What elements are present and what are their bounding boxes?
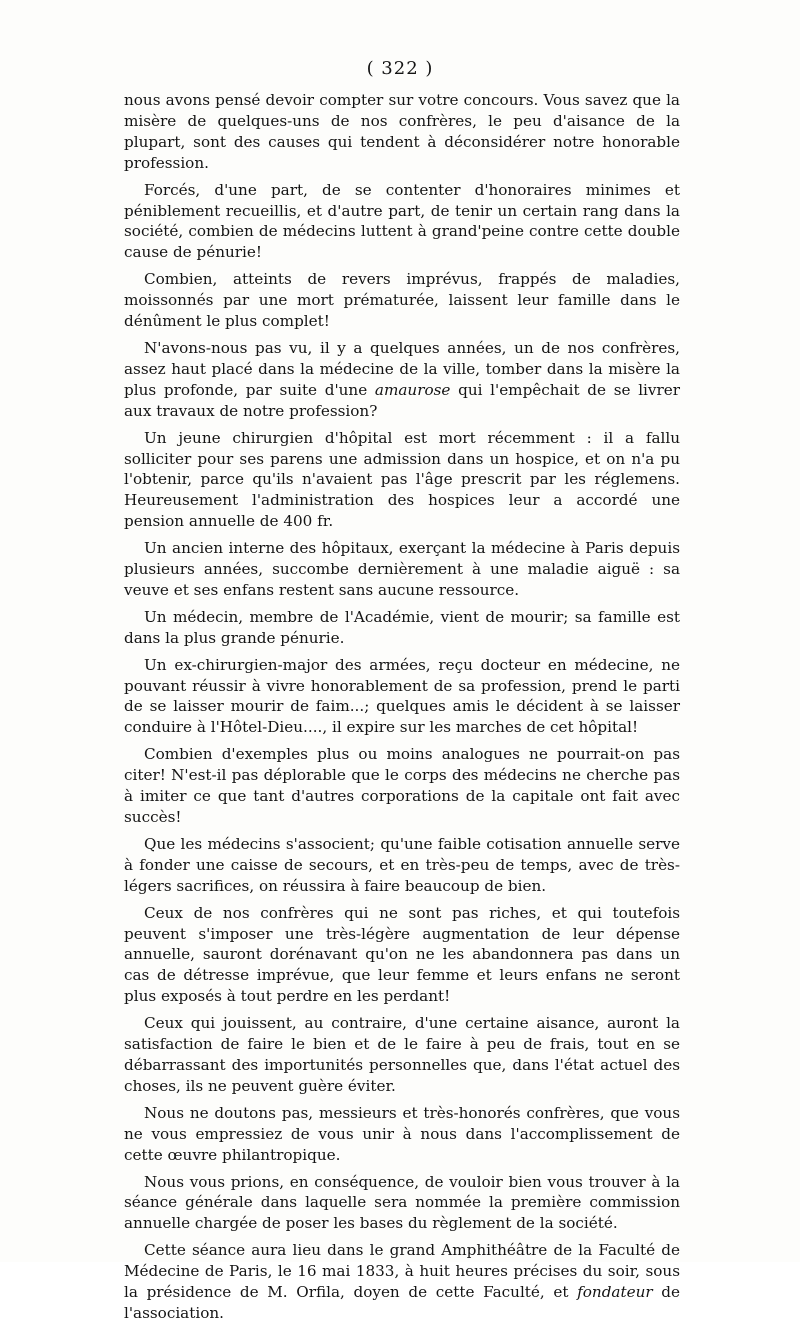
- paragraph: Un jeune chirurgien d'hôpital est mort récemment : il a fallu solliciter pour ses parens une admission dans un hospice, et on n'a pu l'obtenir, parce qu'ils n'avaient pas l'âge prescrit par les réglemens. Heureusement l'administration des hospices leur a accordé une pension annuelle de 400 fr.: [124, 428, 680, 531]
- italic-term: fondateur: [577, 1283, 653, 1302]
- paragraph: Un ancien interne des hôpitaux, exerçant la médecine à Paris depuis plusieurs années, succombe dernièrement à une maladie aiguë : sa veuve et ses enfans restent sans aucune ressource.: [124, 539, 680, 599]
- paragraph: Ceux qui jouissent, au contraire, d'une certaine aisance, auront la satisfaction de faire le bien et de le faire à peu de frais, tout en se débarrassant des importunités personnelles que, dans l'état actuel des choses, ils ne peuvent guère éviter.: [124, 1014, 680, 1095]
- page-number: ( 322 ): [366, 58, 434, 79]
- paragraph: Combien d'exemples plus ou moins analogues ne pourrait-on pas citer! N'est-il pas déplorable que le corps des médecins ne cherche pas à imiter ce que tant d'autres corporations de la capitale ont fait avec succès!: [124, 745, 680, 826]
- paragraph: Un médecin, membre de l'Académie, vient de mourir; sa famille est dans la plus grande pénurie.: [124, 607, 680, 647]
- paragraph: Nous vous prions, en conséquence, de vouloir bien vous trouver à la séance générale dans laquelle sera nommée la première commission annuelle chargée de poser les bases du règlement de la société.: [124, 1172, 680, 1233]
- paragraph: Un ex-chirurgien-major des armées, reçu docteur en médecine, ne pouvant réussir à vivre honorablement de sa profession, prend le parti de se laisser mourir de faim...; quelques amis le décident à se laisser conduire à l'Hôtel-Dieu...., il expire sur les marches de cet hôpital!: [124, 655, 680, 737]
- paragraph: N'avons-nous pas vu, il y a quelques années, un de nos confrères, assez haut placé dans la médecine de la ville, tomber dans la misère la plus profonde, par suite d'une amaurose qui l'empêchait de se livrer aux travaux de notre profession?: [124, 338, 681, 420]
- paragraph: Ceux de nos confrères qui ne sont pas riches, et qui toutefois peuvent s'imposer une très-légère augmentation de leur dépense annuelle, sauront dorénavant qu'on ne les abandonnera pas dans un cas de détresse imprévue, que leur femme et leurs enfans ne seront plus exposés à tout perdre en les perdant!: [124, 903, 680, 1006]
- italic-term: amaurose: [374, 380, 451, 399]
- paragraph: nous avons pensé devoir compter sur votre concours. Vous savez que la misère de quelques-uns de nos confrères, le peu d'aisance de la plupart, sont des causes qui tendent à déconsidérer notre honorable profession.: [124, 91, 680, 172]
- paragraph: Que les médecins s'associent; qu'une faible cotisation annuelle serve à fonder une caisse de secours, et en très-peu de temps, avec de très-légers sacrifices, on réussira à faire beaucoup de bien.: [124, 834, 680, 895]
- paragraph: Forcés, d'une part, de se contenter d'honoraires minimes et péniblement recueillis, et d'autre part, de tenir un certain rang dans la société, combien de médecins luttent à grand'peine contre cette double cause de pénurie!: [124, 180, 680, 262]
- paragraph: Combien, atteints de revers imprévus, frappés de maladies, moissonnés par une mort prématurée, laissent leur famille dans le dénûment le plus complet!: [124, 270, 680, 331]
- paragraph: Cette séance aura lieu dans le grand Amphithéâtre de la Faculté de Médecine de Paris, le 16 mai 1833, à huit heures précises du soir, sous la présidence de M. Orfila, doyen de cette Faculté, et fondateur de l'association.: [124, 1241, 680, 1322]
- body-text: [124, 90, 680, 1330]
- paragraph: Nous ne doutons pas, messieurs et très-honorés confrères, que vous ne vous empressiez de vous unir à nous dans l'accomplissement de cette œuvre philantropique.: [124, 1103, 680, 1164]
